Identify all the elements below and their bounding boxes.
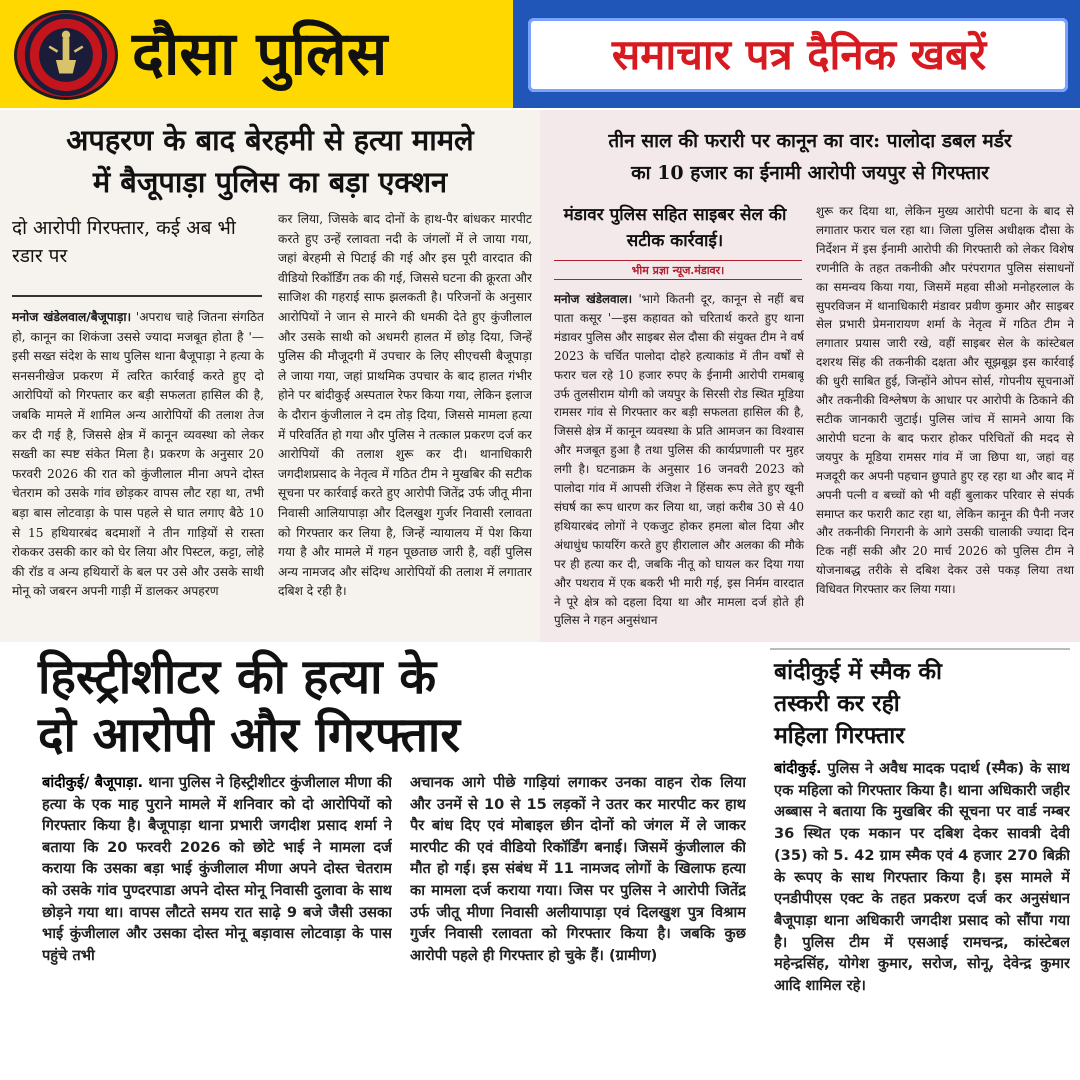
- article1-subhead: दो आरोपी गिरफ्तार, कई अब भी रडार पर: [12, 217, 236, 267]
- article2-col1-text: 'भागे कितनी दूर, कानून से नहीं बच पाता कसूर '—इस कहावत को चरितार्थ करते हुए थाना मंडावर पुलिस और साइबर सेल दौसा की संयुक्त टीम ने वर्ष 2023 के चर्चित पालोदा दोहरे हत्याकांड में तीन वर्षों से फरार चल रहे 10 हजार रुपए के ईनामी आरोपी रामबाबू उर्फ तुलसीराम योगी को जयपुर के सिरसी रोड स्थित मूडिया रामसर गांव से गिरफ्तार कर बड़ी सफलता हासिल की है, जिससे क्षेत्र में कानून व्यवस्था के प्रति आमजन का विश्वास और मजबूत हुआ है तथा पुलिस की कार्यप्रणाली पर मुहर लगी है। घटनाक्रम के अनुसार 16 जनवरी 2023 को पालोदा गांव में आपसी रंजिश ने हिंसक रूप लेते हुए खूनी संघर्ष का रूप धारण कर लिया था, जहां करीब 30 से 40 हथियारबंद लोगों ने एकजुट होकर हमला बोल दिया और अंधाधुंध फायरिंग करते हुए हीरालाल और अलका की मौके पर ही हत्या कर दी, जबकि नीतू को घायल कर दिया गया और पथराव में एक बकरी भी मारी गई, इस निर्मम वारदात ने पूरे क्षेत्र को दहला दिया था और मामला दर्ज होते ही पुलिस ने गहन अनुसंधान: [554, 292, 804, 628]
- article4-body-text: पुलिस ने अवैध मादक पदार्थ (स्मैक) के साथ एक महिला को गिरफ्तार किया है। थाना अधिकारी जहीर अब्बास ने बताया कि मुखबिर की सूचना पर वार्ड नम्बर 36 स्थित एक मकान पर दबिश देकर सावत्री देवी (35) को 5. 42 ग्राम स्मैक एवं 4 हजार 270 बिक्री के रूपए के साथ गिरफ्तार किया है। इस मामले में एनडीपीएस एक्ट के तहत प्रकरण दर्ज कर अनुसंधान बैजूपाड़ा थाना अधिकारी जगदीश प्रसाद को सौंपा गया है। पुलिस टीम में एसआई रामचन्द्र, कांस्टेबल महेन्द्रसिंह, योगेश कुमार, सरोज, सोनू, देवेन्द्र कुमार आदि शामिल रहे।: [774, 760, 1070, 995]
- article-historysheeter-murder: [0, 642, 760, 1080]
- article4-byline: बांदीकुई.: [774, 760, 822, 777]
- article4-body: [774, 758, 1070, 1076]
- article3-col1: [42, 772, 392, 1076]
- article3-headline-line1: हिस्ट्रीशीटर की हत्या के: [38, 649, 437, 705]
- article-baijupada-action: [0, 110, 540, 642]
- article4-headline-line1: बांदीकुई में स्मैक की: [774, 659, 942, 685]
- article4-headline-line3: महिला गिरफ्तार: [774, 723, 905, 749]
- article1-headline-line1: अपहरण के बाद बेरहमी से हत्या मामले: [66, 123, 474, 157]
- article3-col2: अचानक आगे पीछे गाड़ियां लगाकर उनका वाहन रोक लिया और उनमें से 10 से 15 लड़कों ने उतर कर मारपीट कर हाथ पैर बांध दिए एवं मोबाइल छीन दोनों को जंगल में ले जाकर मारपीट की एवं वीडियो रिकॉर्डिंग बनाई। जिसमें कुंजीलाल की मौत हो गई। इस संबंध में 11 नामजद लोगों के खिलाफ हत्या का मामला दर्ज कराया गया। जिस पर पुलिस ने आरोपी जितेंद्र उर्फ जीतू मीणा निवासी अलीयापाड़ा एवं दिलखुश पुत्र विश्राम गुर्जर निवासी रलावता को गिरफ्तार किया है। जबकि कुछ आरोपी पहले ही गिरफ्तार हो चुके हैं। (ग्रामीण): [410, 774, 746, 964]
- banner-title: समाचार पत्र दैनिक खबरें: [611, 30, 987, 79]
- article1-col1-text: 'अपराध चाहे जितना संगठित हो, कानून का शिकंजा उससे ज्यादा मजबूत होता है '—इसी सख्त संदेश के साथ पुलिस थाना बैजूपाड़ा ने हत्या के सनसनीखेज प्रकरण में त्वरित कार्रवाई करते हुए दो आरोपियों को गिरफ्तार कर बड़ी सफलता हासिल की है, जबकि मामले में शामिल अन्य आरोपियों की तलाश तेज कर दी गई है, जिससे क्षेत्र में कानून व्यवस्था को लेकर सख्ती का स्पष्ट संकेत मिला है। प्रकरण के अनुसार 20 फरवरी 2026 की रात को कुंजीलाल मीना अपने दोस्त चेतराम को उसके गांव छोड़कर वापस लौट रहा था, तभी बड़ा बास लोटवाड़ा के पास पहले से घात लगाए बैठे 10 से 15 हथियारबंद बदमाशों ने तीन गाड़ियों से रास्ता रोककर उसकी कार को घेर लिया और पिस्टल, कट्टा, लोहे की रॉड व अन्य हथियारों के बल पर उसे और उसके साथी मोनू को जबरन अपनी गाड़ी में डालकर अपहरण: [12, 310, 264, 599]
- article-paloda-double-murder: [540, 110, 1080, 642]
- article2-headline-line1: तीन साल की फरारी पर कानून का वार: पालोदा डबल मर्डर: [608, 130, 1012, 152]
- article1-headline-line2: में बैजूपाड़ा पुलिस का बड़ा एक्शन: [92, 165, 448, 199]
- article2-subhead: मंडावर पुलिस सहित साइबर सेल की सटीक कार्रवाई।: [563, 205, 787, 251]
- article2-col1: [554, 290, 804, 638]
- article2-headline-line2: का 10 हजार का ईनामी आरोपी जयपुर से गिरफ्तार: [631, 162, 989, 184]
- article4-headline-line2: तस्करी कर रही: [774, 691, 900, 717]
- police-emblem-icon: [14, 10, 118, 100]
- article4-top-rule: [770, 648, 1070, 650]
- article2-col2: शुरू कर दिया था, लेकिन मुख्य आरोपी घटना के बाद से लगातार फरार चल रहा था। जिला पुलिस अधीक्षक दौसा के निर्देशन में इस ईनामी आरोपी की गिरफ्तारी को लेकर विशेष रणनीति के तहत तकनीकी और परंपरागत पुलिस संसाधनों का समन्वय किया गया, जिसमें महवा सीओ मनोहरलाल के सुपरविजन में थानाधिकारी मंडावर प्रवीण कुमार और साइबर सेल प्रभारी प्रेमनारायण शर्मा के नेतृत्व में गठित टीम ने लगातार प्रयास जारी रखे, वहीं साइबर सेल के कांस्टेबल दशरथ सिंह की तकनीकी दक्षता और सूझबूझ इस कार्रवाई की धुरी साबित हुई, जिन्होंने ओपन सोर्स, गोपनीय सूचनाओं और तकनीकी विश्लेषण के आधार पर आरोपी के ठिकाने की सटीक जानकारी जुटाई। पुलिस जांच में सामने आया कि आरोपी घटना के बाद फरार होकर परिचितों की मदद से जयपुर के मूडिया रामसर गांव में जा छिपा था, जहां वह मजदूरी कर अपनी पहचान छुपाते हुए रह रहा था और बाद में अपनी पत्नी व बच्चों को भी वहीं बुलाकर परिवार से संपर्क समाप्त कर फरारी काट रहा था, लेकिन कानून की पैनी नजर और तकनीकी निगरानी के आगे उसकी चालाकी ज्यादा दिन टिक नहीं सकी और 20 मार्च 2026 को पुलिस टीम ने योजनाबद्ध तरीके से दबिश देकर उसे पकड़ लिया तथा विधिवत गिरफ्तार कर लिया गया।: [816, 204, 1074, 597]
- article3-col1-text: थाना पुलिस ने हिस्ट्रीशीटर कुंजीलाल मीणा की हत्या के एक माह पुराने मामले में शनिवार को दो आरोपियों को गिरफ्तार किया है। बैजूपाड़ा थाना प्रभारी जगदीश प्रसाद शर्मा ने बताया कि 20 फरवरी 2026 को छोटे भाई ने मामला दर्ज कराया कि उसका बड़ा भाई कुंजीलाल मीणा अपने दोस्त चेतराम को उसके गांव पुण्दरपाडा अपने दोस्त मोनू निवासी दुलावा के साथ छोड़ने गया था। वापस लौटते समय रात साढ़े 9 बजे जैसी उसका भाई कुंजीलाल और उसका दोस्त मोनू बड़ावास लोटवाड़ा के पास पहुंचे तभी: [42, 774, 392, 964]
- article3-headline-line2: दो आरोपी और गिरफ्तार: [38, 707, 460, 763]
- article1-col1: [12, 308, 264, 638]
- brand-title: दौसा पुलिस: [132, 19, 388, 89]
- article2-byline: मनोज खंडेलवाल।: [554, 292, 633, 306]
- article1-col2: कर लिया, जिसके बाद दोनों के हाथ-पैर बांधकर मारपीट करते हुए उन्हें रलावता नदी के जंगलों में ले जाया गया, जहां बेरहमी से पिटाई की गई और इस पूरी वारदात की वीडियो रिकॉर्डिंग तक की गई, जिससे घटना की क्रूरता और साजिश की गहराई साफ झलकती है। परिजनों के अनुसार आरोपियों ने जान से मारने की धमकी देते हुए कुंजीलाल और उसके साथी को अधमरी हालत में छोड़ दिया, जिन्हें पुलिस की मौजूदगी में उपचार के लिए सीएचसी बैजूपाड़ा ले जाया गया, जहां प्राथमिक उपचार के बाद हालत गंभीर होने पर बांदीकुई अस्पताल रेफर किया गया, लेकिन इलाज के दौरान कुंजीलाल ने दम तोड़ दिया, जिससे मामला हत्या में परिवर्तित हो गया और पुलिस ने तत्काल प्रकरण दर्ज कर आरोपियों की तलाश शुरू कर दी। थानाधिकारी जगदीशप्रसाद के नेतृत्व में गठित टीम ने मुखबिर की सटीक सूचना पर कार्रवाई करते हुए आरोपी जितेंद्र उर्फ जीतू मीना निवासी आलियापाड़ा और दिलखुश गुर्जर निवासी रलावता को गिरफ्तार कर लिया है, जिन्हें न्यायालय में पेश किया गया है और मामले में गहन पूछताछ जारी है, वहीं पुलिस अन्य नामजद और संदिग्ध आरोपियों की तलाश में लगातार दबिश दे रही है।: [278, 212, 532, 599]
- article3-byline: बांदीकुई/ बैजूपाड़ा.: [42, 774, 144, 791]
- article1-byline: मनोज खंडेलवाल/बैजूपाड़ा।: [12, 310, 132, 324]
- article2-dateline: भीम प्रज्ञा न्यूज.मंडावर।: [554, 260, 802, 280]
- article1-rule: [12, 295, 262, 297]
- article-smack-smuggling: [760, 642, 1080, 1080]
